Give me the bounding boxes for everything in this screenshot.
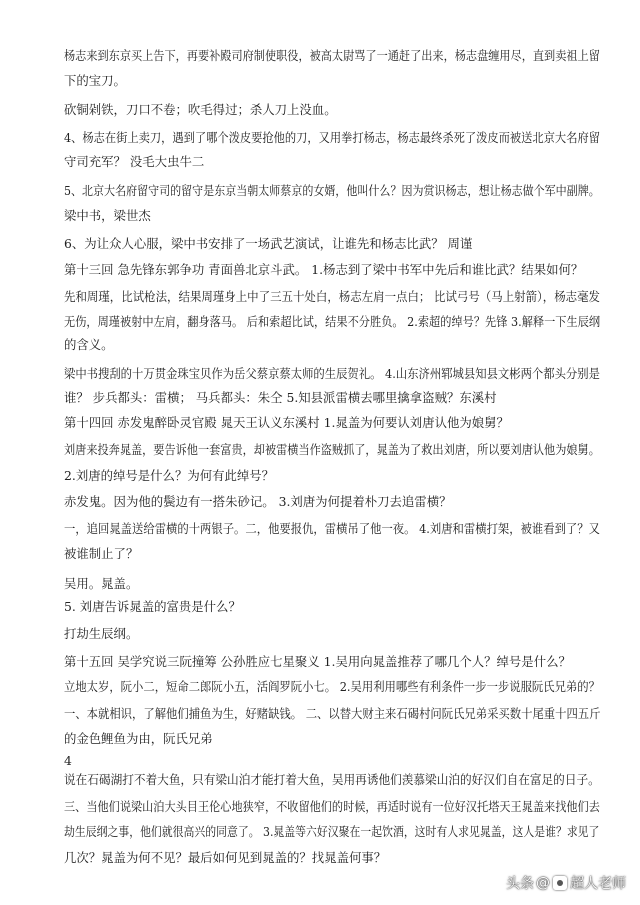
text-line-15: 第十四回 赤发鬼醉卧灵官殿 晁天王认义东溪村 1.晁盖为何要认刘唐认他为娘舅？ (64, 415, 509, 430)
text-line-10: 先和周瑾，比试枪法，结果周瑾身上中了三五十处白，杨志左肩一点白； 比试弓号（马上射箭），杨志毫发 (64, 289, 601, 304)
text-line-7: 梁中书，梁世杰 (64, 208, 151, 223)
text-line-24: 第十五回 吴学究说三阮撞筹 公孙胜应七星聚义 1.吴用向晁盖推荐了哪几个人？绰号是什么？ (64, 654, 571, 669)
watermark-at: @ (536, 875, 550, 891)
watermark (506, 871, 626, 895)
text-line-26: 一、本就相识，了解他们捕鱼为生，好赌缺钱。 二、以替大财主来石碣村问阮氏兄弟采买数十尾重十四五斤 (64, 706, 601, 721)
text-line-17: 2.刘唐的绰号是什么？为何有此绰号？ (64, 468, 275, 483)
text-line-20: 被谁制止了？ (64, 546, 139, 561)
text-line-27: 的金色鲤鱼为由，阮氏兄弟 (64, 731, 213, 746)
text-line-8: 6、为让众人心服，梁中书安排了一场武艺演试，让谁先和杨志比武？ 周谨 (64, 236, 473, 251)
text-line-28: 说在石碣湖打不着大鱼，只有梁山泊才能打着大鱼，吴用再诱他们羡慕梁山泊的好汉们自在富足的日子。 (64, 772, 600, 787)
text-line-9: 第十三回 急先锋东郭争功 青面兽北京斗武。 1.杨志到了梁中书军中先后和谁比武？结果如何？ (64, 262, 584, 277)
text-line-4: 4、杨志在街上卖刀，遇到了哪个泼皮要抢他的刀，又用拳打杨志，杨志最终杀死了泼皮而被送北京大名府留 (64, 130, 600, 145)
text-line-2: 下的宝刀。 (64, 73, 126, 88)
text-line-18: 赤发鬼。因为他的鬓边有一搭朱砂记。 3.刘唐为何提着朴刀去追雷横？ (64, 494, 452, 509)
text-line-21: 吴用。晁盖。 (64, 576, 139, 591)
text-line-19: 一，追回晁盖送给雷横的十两银子。二，他要报仇，雷横吊了他一夜。 4.刘唐和雷横打架，被谁看到了？又 (64, 521, 600, 536)
text-line-22: 5. 刘唐告诉晁盖的富贵是什么？ (64, 599, 241, 614)
watermark-prefix: 头条 (506, 876, 534, 892)
text-line-16: 刘唐来投奔晁盖，要告诉他一套富贵，却被雷横当作盗贼抓了，晁盖为了救出刘唐，所以要刘唐认他为娘舅。 (64, 442, 600, 457)
text-line-1: 杨志来到东京买上告下，再要补殿司府制使职役，被高太尉骂了一通赶了出来，杨志盘缠用尽，直到卖祖上留 (64, 48, 600, 63)
text-line-29: 三、当他们说梁山泊大头目王伦心地狭窄，不收留他们的时候，再适时说有一位好汉托塔天王晁盖来找他们去 (64, 799, 600, 814)
watermark-name: 超人老师 (570, 876, 626, 892)
text-line-11: 无伤，周瑾被射中左肩，翻身落马。 后和索超比试，结果不分胜负。 2.索超的绰号？先锋 3.解释一下生辰纲 (64, 314, 601, 329)
text-line-3: 砍铜剁铁，刀口不卷；吹毛得过；杀人刀上没血。 (64, 102, 337, 117)
text-line-12: 的含义。 (64, 337, 114, 352)
text-line-31: 几次？晁盖为何不见？最后如何见到晁盖的？找晁盖何事？ (64, 850, 387, 865)
avatar-icon (553, 876, 567, 890)
text-line-13: 梁中书搜刮的十万贯金珠宝贝作为岳父蔡京蔡太师的生辰贺礼。 4.山东济州郓城县知县文彬两个都头分别是 (64, 366, 600, 381)
text-line-23: 打劫生辰纲。 (64, 626, 139, 641)
text-line-25: 立地太岁，阮小二，短命二郎阮小五，活阎罗阮小七。 2.吴用利用哪些有利条件一步一步说服阮氏兄弟的？ (64, 679, 600, 694)
text-line-30: 劫生辰纲之事，他们就很高兴的同意了。 3.晁盖等六好汉聚在一起饮酒，这时有人求见晁盖，这人是谁？求见了 (64, 824, 600, 839)
text-line-14: 谁？ 步兵都头：雷横； 马兵都头：朱仝 5.知县派雷横去哪里擒拿盗贼？东溪村 (64, 390, 497, 405)
text-line-6: 5、北京大名府留守司的留守是东京当朝太师蔡京的女婿，他叫什么？因为赏识杨志，想让杨志做个军中副牌。 (64, 183, 600, 198)
text-line-5: 守司充军？ 没毛大虫牛二 (64, 154, 205, 169)
page-number-marker: 4 (64, 753, 72, 768)
